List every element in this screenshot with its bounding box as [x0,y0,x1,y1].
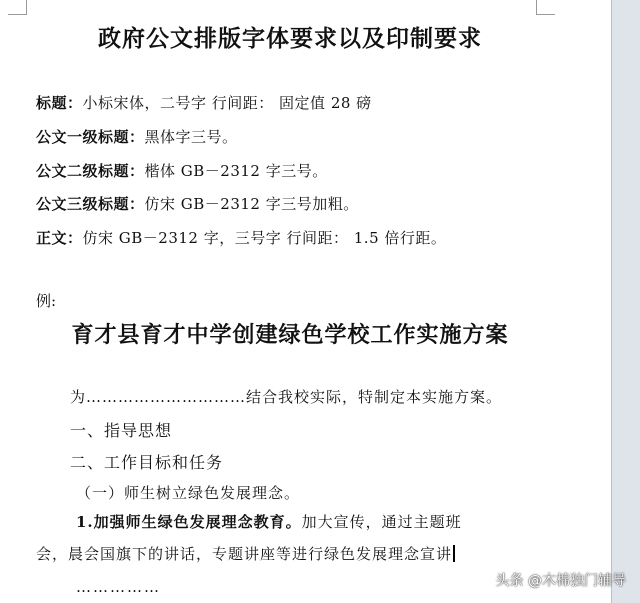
example-heading-2: 二、工作目标和任务 [70,453,224,472]
page-corner-mark [8,0,27,15]
requirement-line [36,160,328,181]
requirement-line [36,126,238,147]
requirement-text: 黑体字三号。 [144,128,238,146]
example-intro: 为…………………………结合我校实际，特制定本实施方案。 [70,388,503,406]
text-cursor [453,545,455,562]
requirement-label: 公文一级标题： [36,128,145,146]
example-label: 例: [36,292,57,310]
requirement-text: 楷体 GB－2312 字三号。 [144,162,328,180]
example-item-1 [76,511,462,532]
requirement-label: 公文三级标题： [36,195,145,213]
requirement-text: 仿宋 GB－2312 字，三号字 行间距： 1.5 倍行距。 [82,229,447,247]
requirement-line [36,193,359,214]
document-title: 政府公文排版字体要求以及印制要求 [98,25,482,52]
example-item-1-continued[interactable] [36,543,455,564]
example-title: 育才县育才中学创建绿色学校工作实施方案 [71,322,509,348]
example-item-1-text: 加大宣传，通过主题班 [301,513,462,531]
requirement-text: 仿宋 GB－2312 字三号加粗。 [144,195,359,213]
requirement-label: 公文二级标题： [36,162,145,180]
requirement-text: 小标宋体，二号字 行间距： 固定值 28 磅 [82,94,372,112]
requirement-line [36,92,372,113]
example-item-1-cont-text: 会，晨会国旗下的讲话，专题讲座等进行绿色发展理念宣讲 [36,545,453,563]
example-item-1-bold: 1.加强师生绿色发展理念教育。 [76,513,302,531]
example-ellipsis: …………… [76,578,161,596]
requirement-label: 标题： [36,94,83,112]
requirement-line [36,227,446,248]
example-heading-1: 一、指导思想 [70,421,173,440]
watermark: 头条 @木棉独门辅导 [495,573,626,589]
page-corner-mark [536,0,555,15]
example-heading-3: （一）师生树立绿色发展理念。 [76,484,301,502]
editor-gutter [611,0,640,603]
requirement-label: 正文： [36,229,83,247]
